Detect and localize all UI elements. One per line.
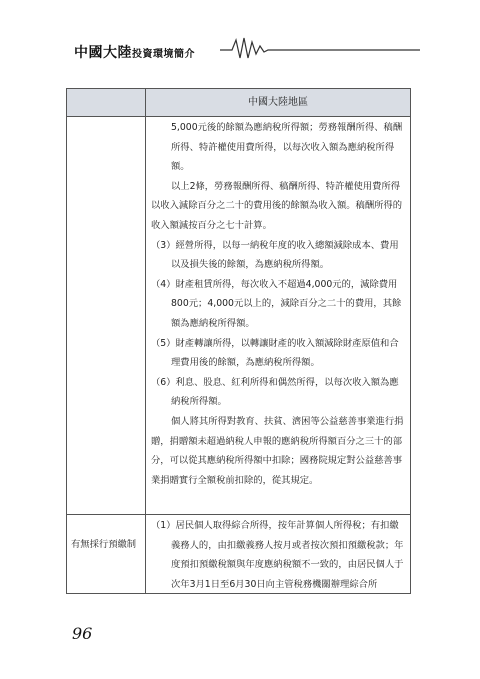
pulse-line-icon: [220, 36, 420, 60]
table-row-2-content: [151, 516, 405, 594]
row-2-label: 有無採行預繳制: [71, 539, 137, 550]
paragraph-3: （3）經營所得，以每一納稅年度的收入總額減除成本、費用以及損失後的餘額，為應納稅所得額。: [151, 239, 399, 271]
paragraph-8: （1）居民個人取得綜合所得，按年計算個人所得稅；有扣繳義務人的，由扣繳義務人按月或者按次預扣預繳稅款；年度預扣預繳稅額與年度應納稅額不一致的，由居民個人于次年3月1日至6月30日向主管稅務機關辦理綜合所: [151, 520, 404, 590]
paragraph-1: 5,000元後的餘額為應納稅所得額；勞務報酬所得、稿酬所得、特許權使用費所得，以每次收入額為應納稅所得額。: [171, 122, 403, 173]
paragraph-7: 個人將其所得對教育、扶貧、濟困等公益慈善事業進行捐贈，捐贈額未超過納稅人申報的應納稅所得額百分之三十的部分，可以從其應納稅所得額中扣除；國務院規定對公益慈善事業捐贈實行全額稅前扣除的，從其規定。: [151, 415, 404, 486]
table-header-cell: 中國大陸地區: [248, 97, 308, 108]
paragraph-2: 以上2條，勞務報酬所得、稿酬所得、特許權使用費所得以收入減除百分之二十的費用後的餘額為收入額。稿酬所得的收入額減按百分之七十計算。: [151, 180, 403, 231]
table-row-1-content: [151, 118, 405, 490]
info-table: [66, 88, 411, 594]
header-title-sub: 投資環境簡介: [132, 49, 195, 60]
row-divider: [67, 514, 410, 515]
header-title-main: 中國大陸: [74, 45, 132, 61]
page-number: 96: [72, 624, 93, 643]
header-title: [74, 42, 195, 62]
paragraph-4: （4）財產租賃所得，每次收入不超過4,000元的，減除費用800元；4,000元以上的，減除百分之二十的費用，其餘額為應納稅所得額。: [151, 278, 402, 329]
column-divider: [145, 89, 146, 593]
paragraph-5: （5）財產轉讓所得，以轉讓財產的收入額減除財產原值和合理費用後的餘額，為應納稅所得額。: [151, 337, 399, 369]
paragraph-6: （6）利息、股息、紅利所得和偶然所得，以每次收入額為應納稅所得額。: [151, 376, 399, 408]
